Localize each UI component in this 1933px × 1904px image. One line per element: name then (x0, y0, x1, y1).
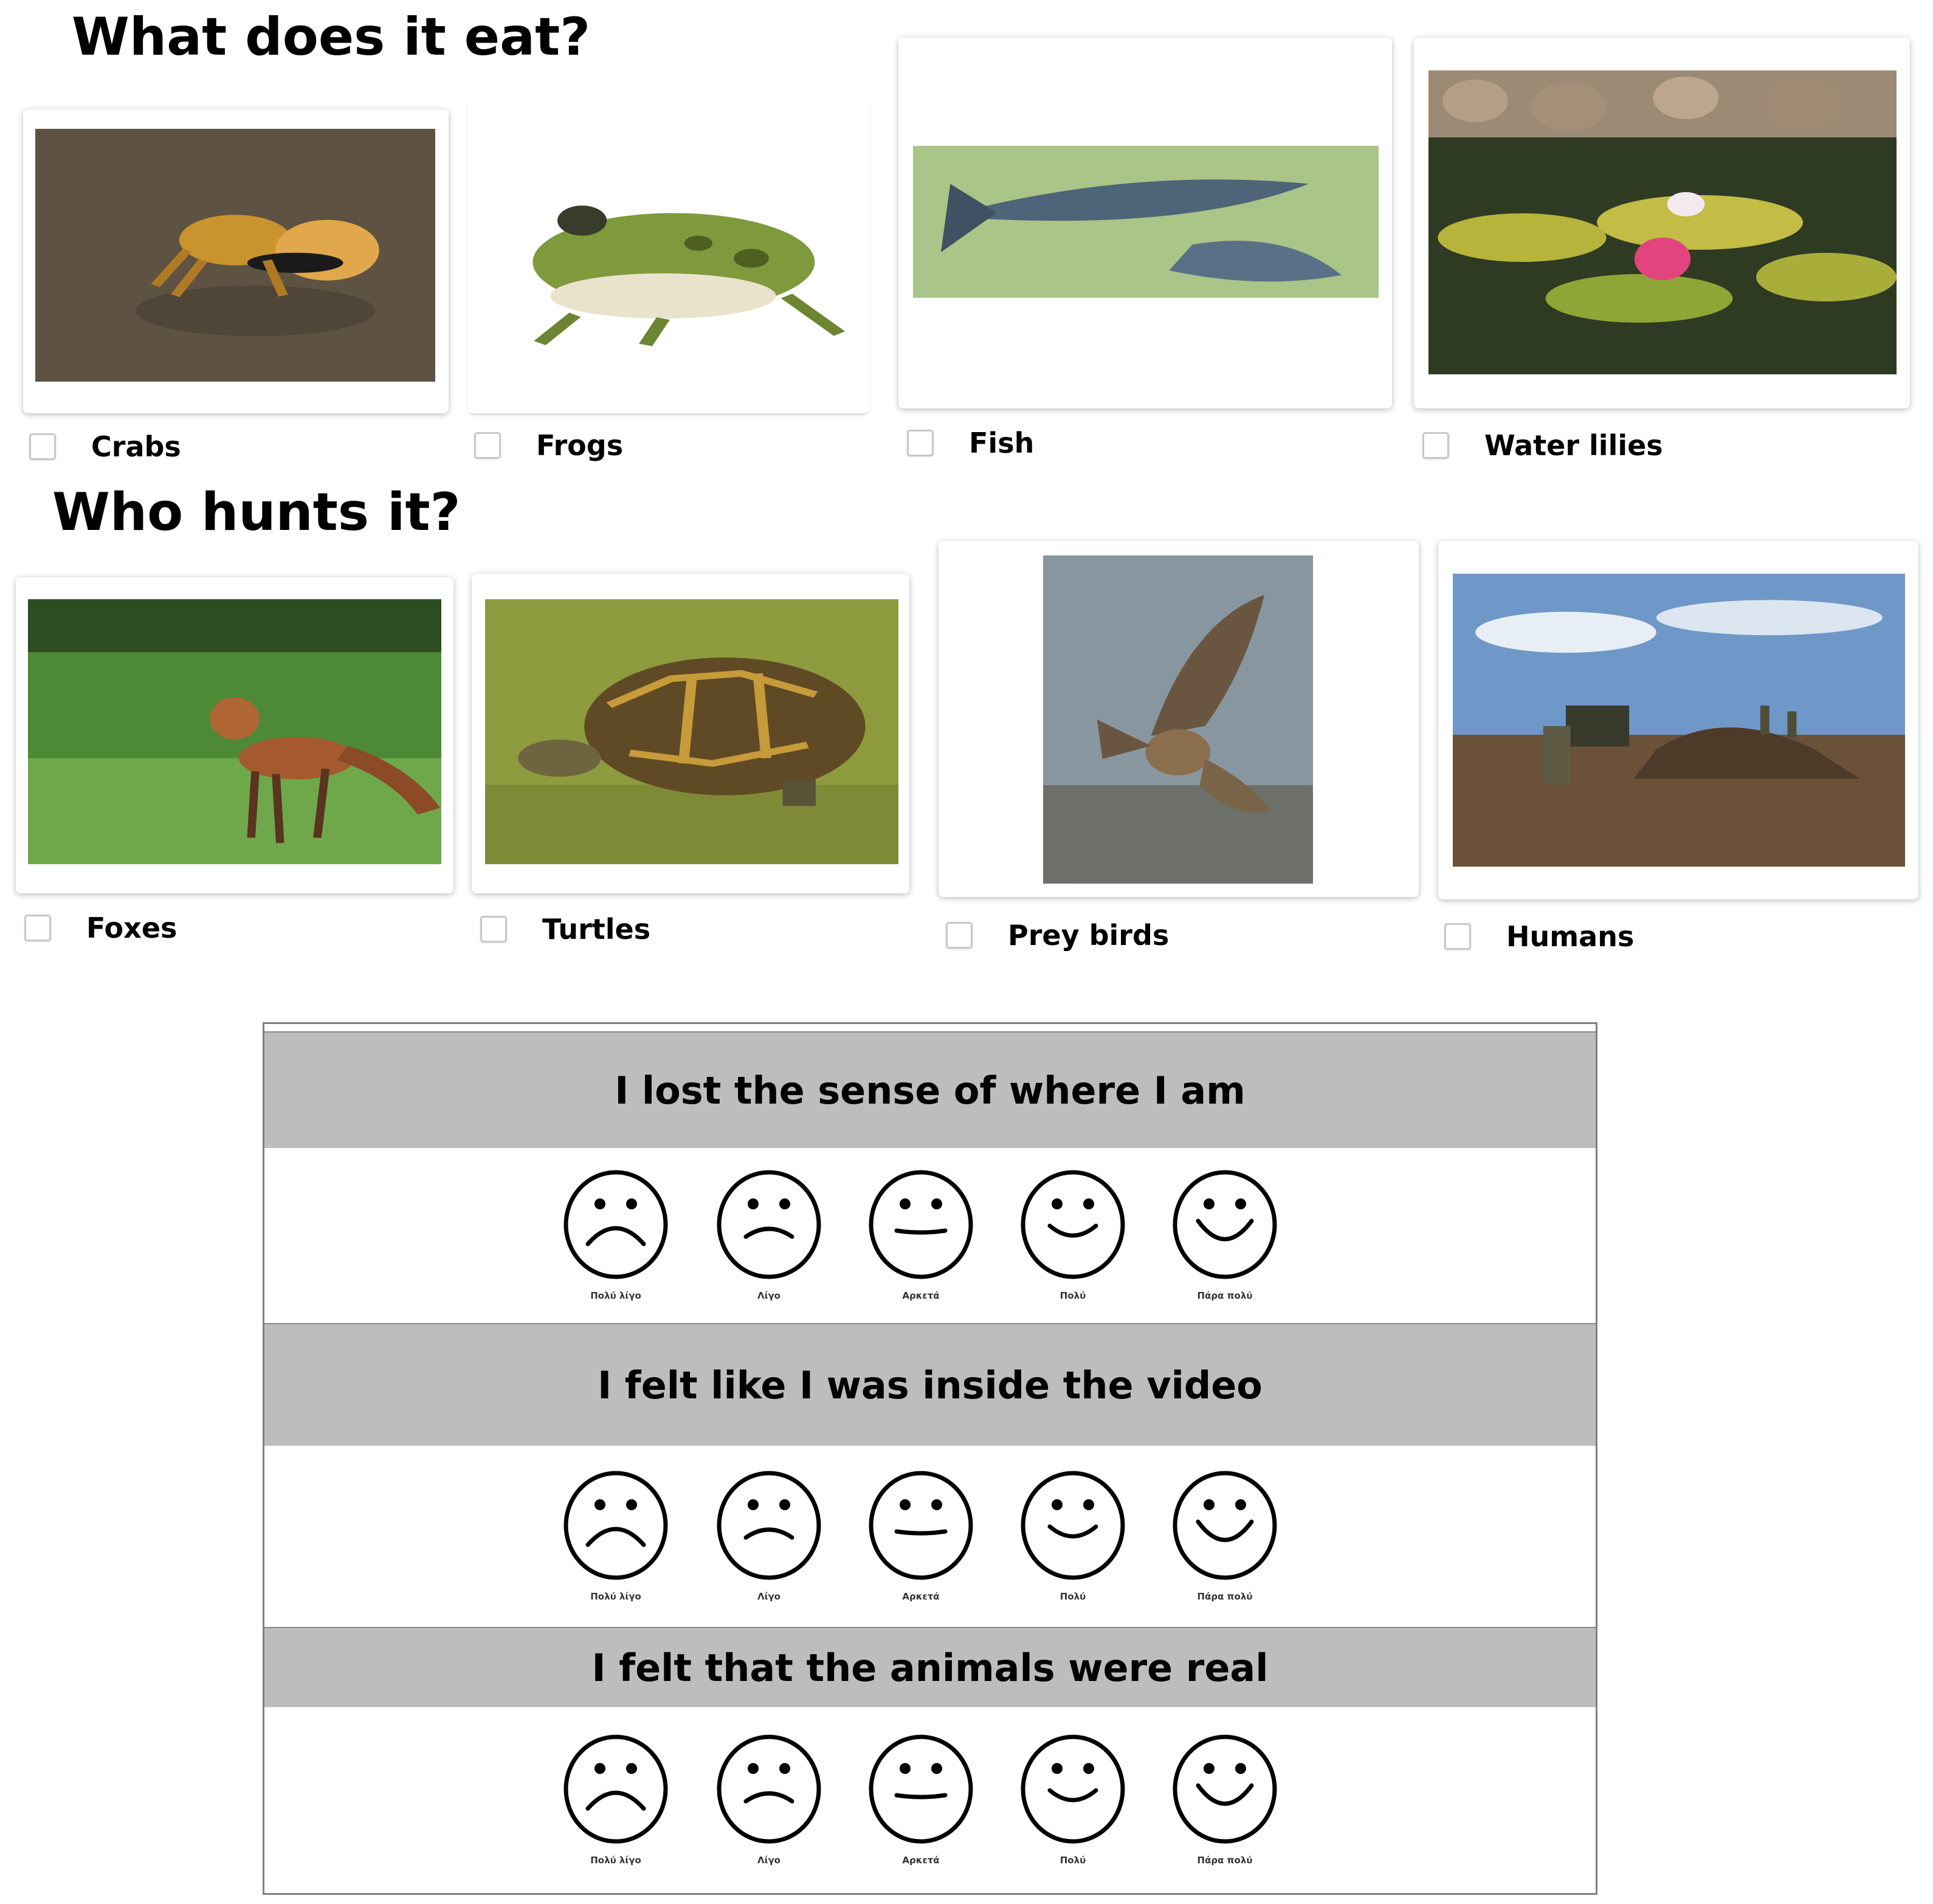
crabs-checkbox[interactable] (29, 433, 56, 460)
rating-scale (264, 1706, 1596, 1893)
question-text: I lost the sense of where I am (615, 1068, 1246, 1113)
rating-option[interactable] (1001, 1730, 1145, 1866)
crabs-option[interactable] (29, 430, 181, 463)
rating-label: Πάρα πολύ (1197, 1591, 1253, 1602)
turtle-photo-icon (485, 599, 898, 864)
frog-photo-icon (505, 164, 857, 352)
frogs-label: Frogs (536, 429, 624, 462)
happy-face-icon (1001, 1165, 1145, 1284)
rating-label: Πολύ λίγο (590, 1290, 641, 1301)
rating-option[interactable] (1153, 1466, 1297, 1602)
question-header (264, 1627, 1596, 1707)
rating-label: Πάρα πολύ (1197, 1290, 1253, 1301)
rating-label: Λίγο (757, 1591, 780, 1602)
rating-scale (264, 1445, 1596, 1627)
fish-checkbox[interactable] (907, 430, 934, 456)
prey-birds-checkbox[interactable] (946, 922, 973, 949)
rating-option[interactable] (544, 1466, 687, 1602)
neutral-face-icon (849, 1730, 993, 1849)
bird-of-prey-photo-icon (1043, 555, 1313, 884)
rating-option[interactable] (849, 1165, 993, 1301)
hunts-section-title: Who hunts it? (52, 482, 461, 543)
question-text: I felt that the animals were real (591, 1645, 1269, 1690)
rating-label: Πολύ λίγο (590, 1591, 641, 1602)
rating-label: Αρκετά (902, 1290, 940, 1301)
rating-label: Πολύ (1060, 1591, 1086, 1602)
water-lilies-label: Water lilies (1484, 429, 1663, 462)
humans-label: Humans (1506, 920, 1635, 953)
rating-label: Πολύ (1060, 1855, 1086, 1866)
fish-label: Fish (969, 427, 1035, 459)
humans-checkbox[interactable] (1444, 923, 1471, 950)
rating-option[interactable] (697, 1165, 841, 1301)
frogs-checkbox[interactable] (474, 432, 501, 459)
very-sad-face-icon (544, 1165, 687, 1284)
turtles-option[interactable] (480, 913, 650, 946)
turtles-label: Turtles (542, 913, 651, 946)
question-header (264, 1031, 1596, 1148)
water-lilies-option[interactable] (1422, 429, 1663, 462)
happy-face-icon (1001, 1730, 1145, 1849)
sad-face-icon (697, 1165, 841, 1284)
rating-label: Πολύ (1060, 1290, 1086, 1301)
rating-option[interactable] (544, 1165, 687, 1301)
question-header (264, 1323, 1596, 1446)
water-lilies-checkbox[interactable] (1422, 432, 1449, 459)
happy-face-icon (1001, 1466, 1145, 1585)
humans-option[interactable] (1444, 920, 1634, 953)
foxes-label: Foxes (86, 912, 177, 944)
sad-face-icon (697, 1466, 841, 1585)
rating-option[interactable] (1001, 1466, 1145, 1602)
crab-photo-icon (35, 129, 435, 382)
very-happy-face-icon (1153, 1466, 1297, 1585)
very-happy-face-icon (1153, 1165, 1297, 1284)
rating-label: Πάρα πολύ (1197, 1855, 1253, 1866)
very-happy-face-icon (1153, 1730, 1297, 1849)
foxes-option[interactable] (24, 912, 177, 944)
rating-option[interactable] (544, 1730, 687, 1866)
presence-questionnaire (263, 1022, 1597, 1895)
foxes-checkbox[interactable] (24, 915, 51, 941)
crabs-label: Crabs (91, 430, 181, 463)
very-sad-face-icon (544, 1466, 687, 1585)
water-lily-photo-icon (1428, 70, 1897, 374)
neutral-face-icon (849, 1466, 993, 1585)
very-sad-face-icon (544, 1730, 687, 1849)
rating-label: Αρκετά (902, 1591, 940, 1602)
neutral-face-icon (849, 1165, 993, 1284)
fish-option[interactable] (907, 427, 1034, 459)
rating-scale (264, 1147, 1596, 1323)
turtles-checkbox[interactable] (480, 916, 507, 943)
rating-option[interactable] (1153, 1730, 1297, 1866)
rating-option[interactable] (697, 1466, 841, 1602)
humans-photo-icon (1453, 574, 1905, 867)
rating-label: Λίγο (757, 1290, 780, 1301)
rating-label: Πολύ λίγο (590, 1855, 641, 1866)
rating-option[interactable] (1153, 1165, 1297, 1301)
rating-label: Λίγο (757, 1855, 780, 1866)
rating-option[interactable] (849, 1730, 993, 1866)
sad-face-icon (697, 1730, 841, 1849)
question-text: I felt like I was inside the video (598, 1363, 1263, 1407)
frogs-option[interactable] (474, 429, 623, 462)
fish-photo-icon (913, 146, 1379, 298)
rating-option[interactable] (697, 1730, 841, 1866)
eat-section-title: What does it eat? (72, 7, 591, 67)
prey-birds-label: Prey birds (1008, 919, 1170, 952)
fox-photo-icon (28, 599, 441, 864)
rating-label: Αρκετά (902, 1855, 940, 1866)
prey-birds-option[interactable] (946, 919, 1169, 952)
rating-option[interactable] (849, 1466, 993, 1602)
rating-option[interactable] (1001, 1165, 1145, 1301)
